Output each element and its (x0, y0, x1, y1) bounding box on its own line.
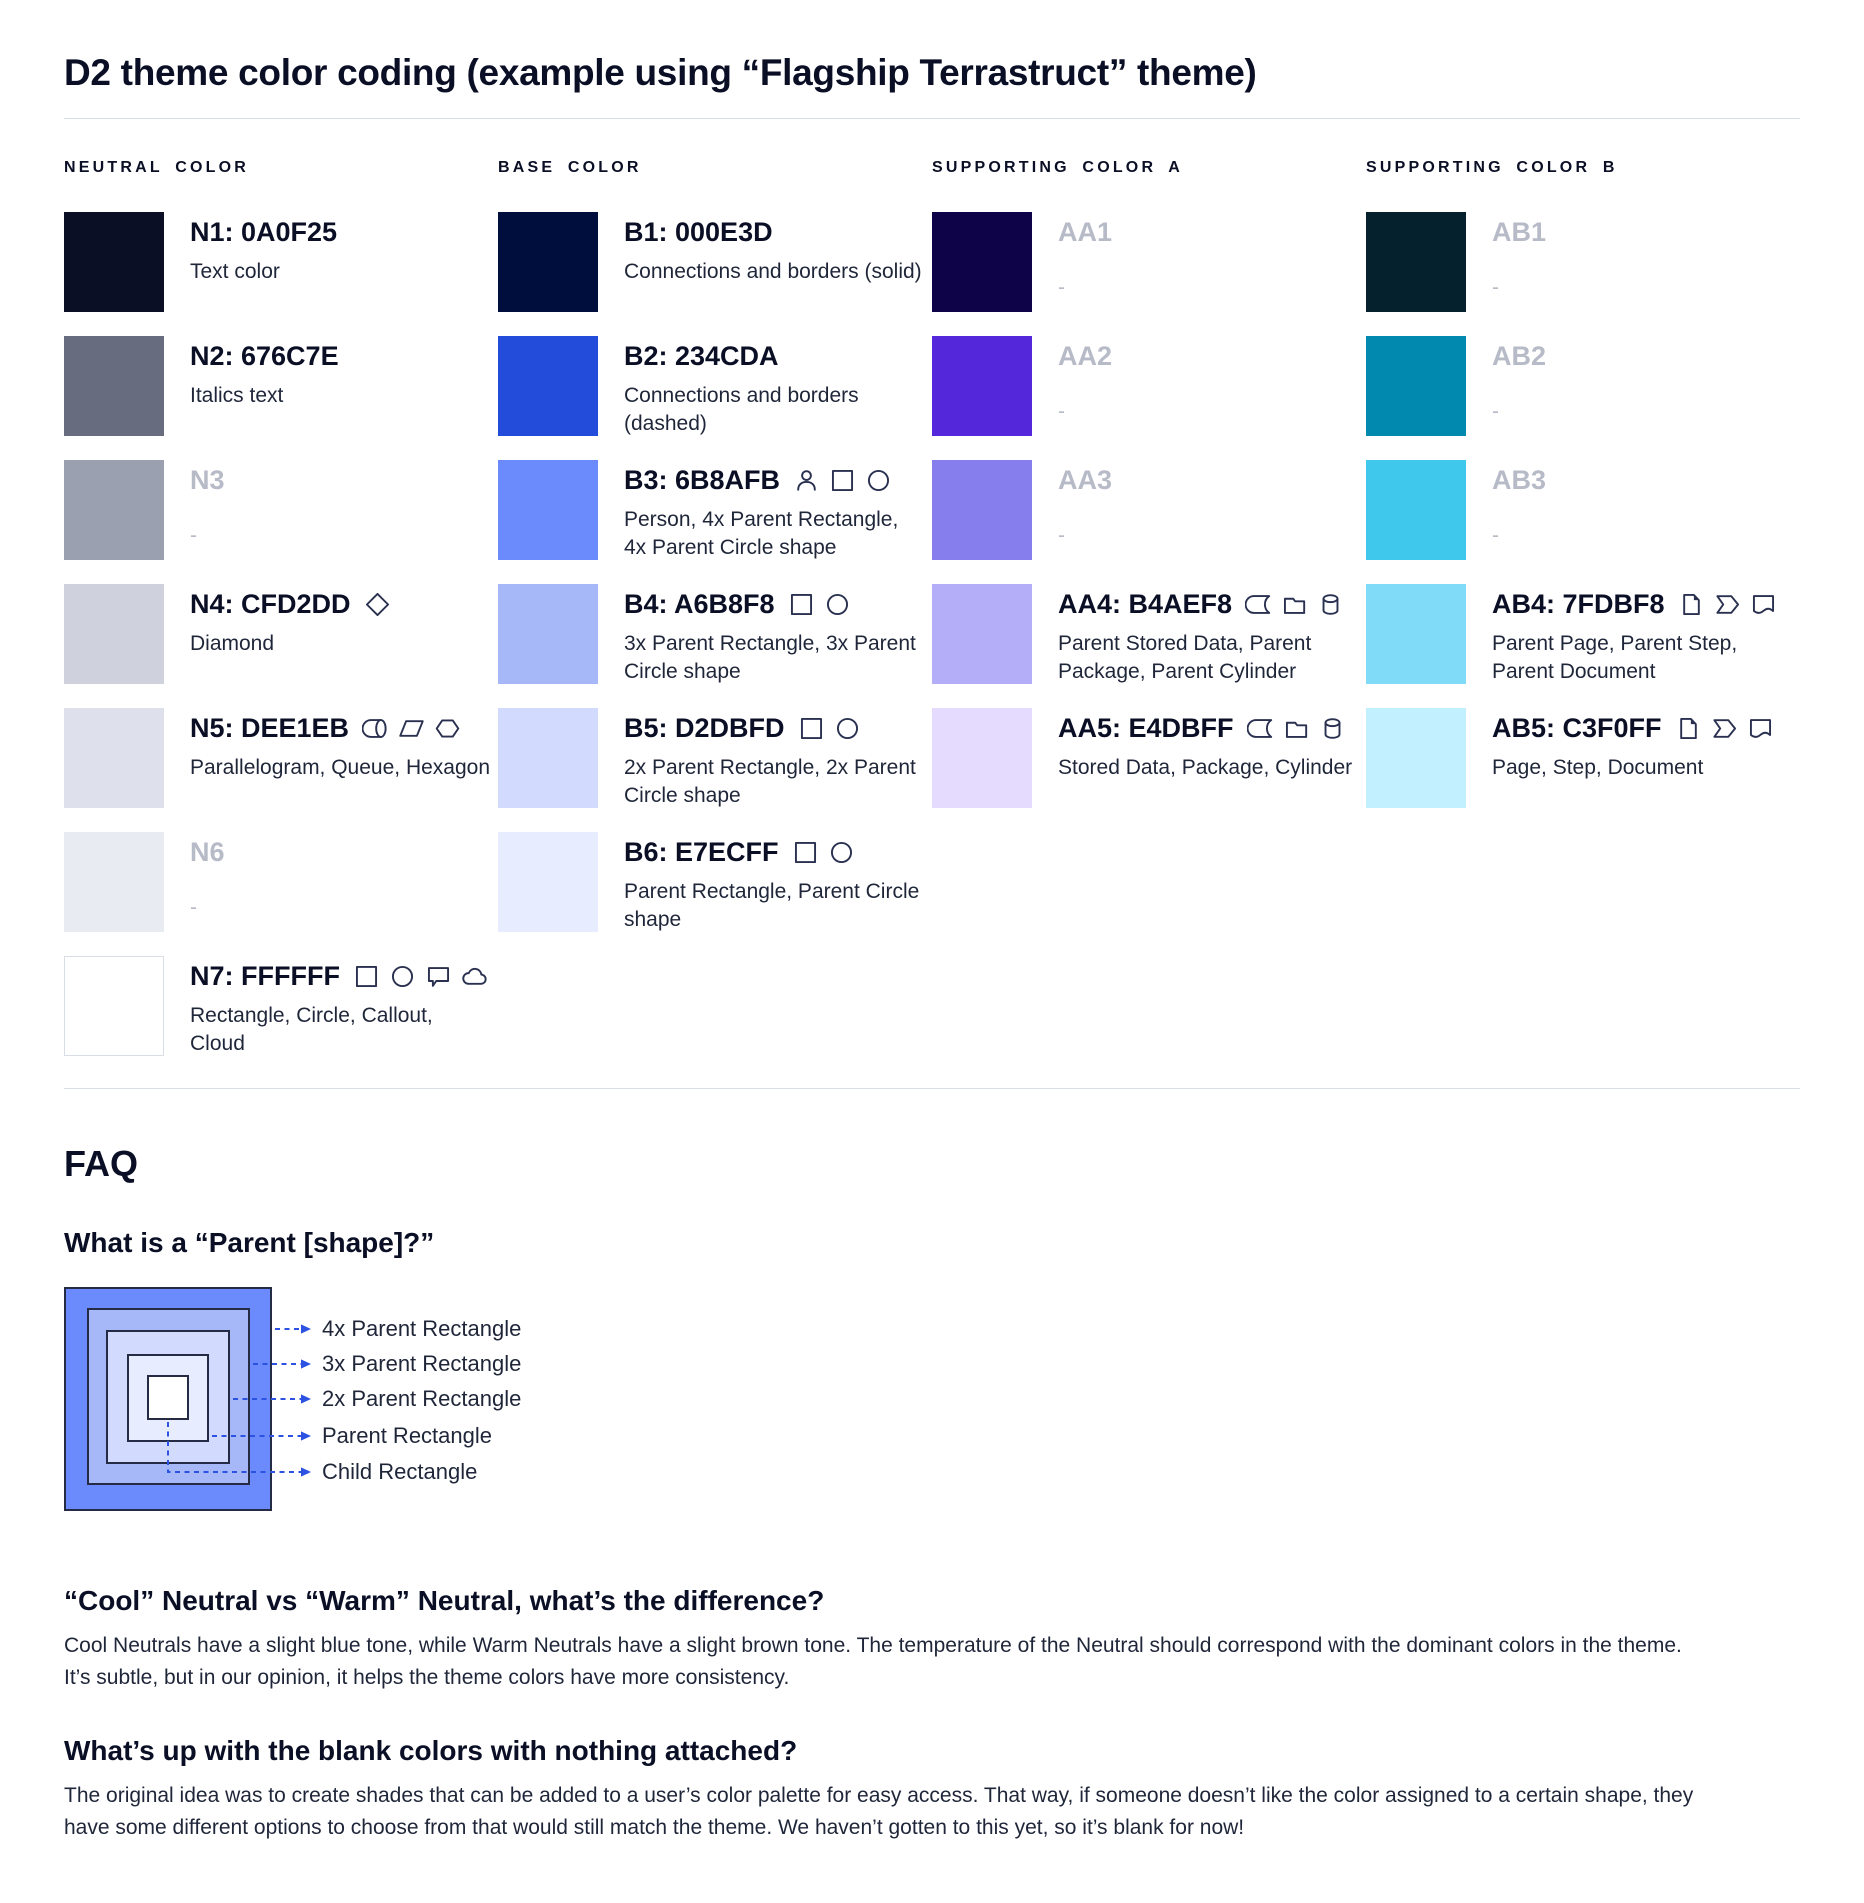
faq-title: FAQ (64, 1143, 139, 1184)
swatch-row-ab3 (1366, 460, 1800, 584)
color-code: AB5: C3F0FF (1492, 713, 1662, 743)
color-swatch (932, 708, 1032, 808)
color-description: - (1492, 524, 1499, 548)
color-swatch (64, 460, 164, 560)
shape-icons (1678, 591, 1777, 618)
color-description: - (1492, 400, 1499, 424)
color-swatch (1366, 460, 1466, 560)
color-code: AB4: 7FDBF8 (1492, 589, 1665, 619)
faq-answer-cool-vs-warm: Cool Neutrals have a slight blue tone, while Warm Neutrals have a slight brown tone. The temperature of the Neutral should correspond with the dominant colors in the theme. It’s subtle, but in our opinion, it helps the theme colors have more consistency. (64, 1634, 1682, 1689)
swatch-info (1058, 708, 1360, 782)
swatch-row-b5 (498, 708, 932, 832)
rectangle-icon (792, 839, 819, 866)
color-code: AA5: E4DBFF (1058, 713, 1234, 743)
column-header: SUPPORTING COLOR A (932, 159, 1184, 176)
diagram-label-2x-parent-rectangle: 2x Parent Rectangle (322, 1386, 522, 1411)
rectangle-icon (788, 591, 815, 618)
swatch-info (624, 212, 926, 286)
document-icon (1750, 591, 1777, 618)
swatch-row-b1 (498, 212, 932, 336)
document-icon (1747, 715, 1774, 742)
color-code: N7: FFFFFF (190, 961, 340, 991)
color-swatch (1366, 708, 1466, 808)
color-description: - (1058, 400, 1065, 424)
shape-icons (792, 839, 855, 866)
faq-answer-blank-colors: The original idea was to create shades that can be added to a user’s color palette for easy access. That way, if someone doesn’t like the color assigned to a certain shape, they have some different options to choose from that would still match the theme. We haven’t gotten to this yet, so it’s blank for now! (64, 1784, 1694, 1839)
circle-icon (389, 963, 416, 990)
rectangle-icon (829, 467, 856, 494)
page-icon (1678, 591, 1705, 618)
color-description: - (190, 524, 197, 548)
color-swatch (64, 212, 164, 312)
swatch-row-b2 (498, 336, 932, 460)
color-swatch (1366, 212, 1466, 312)
color-description: Parallelogram, Queue, Hexagon (190, 756, 491, 780)
color-code: AB1 (1492, 217, 1547, 247)
color-code: AA2 (1058, 341, 1113, 371)
swatch-info (1492, 212, 1794, 302)
swatch-row-ab1 (1366, 212, 1800, 336)
color-description: Parent Page, Parent Step, Parent Document (1492, 632, 1738, 683)
column-supporting-color-b (1366, 159, 1800, 1080)
shape-icons (1247, 715, 1346, 742)
column-header: NEUTRAL COLOR (64, 159, 249, 176)
shape-icons (353, 963, 488, 990)
color-description: 3x Parent Rectangle, 3x Parent Circle shape (624, 632, 916, 683)
color-code: B3: 6B8AFB (624, 465, 781, 495)
callout-icon (425, 963, 452, 990)
swatch-info (190, 460, 492, 550)
shape-icons (364, 591, 391, 618)
color-code: AA3 (1058, 465, 1113, 495)
color-code: N3 (190, 465, 225, 495)
cylinder-icon (1319, 715, 1346, 742)
circle-icon (828, 839, 855, 866)
shape-icons (1675, 715, 1774, 742)
circle-icon (824, 591, 851, 618)
color-swatch (64, 336, 164, 436)
color-swatch (932, 460, 1032, 560)
color-code: B5: D2DBFD (624, 713, 785, 743)
shape-icons (788, 591, 851, 618)
swatch-info (624, 336, 926, 437)
color-description: Text color (190, 260, 280, 284)
color-swatch (932, 336, 1032, 436)
color-code: B2: 234CDA (624, 341, 779, 371)
swatch-row-aa4 (932, 584, 1366, 708)
swatch-info (190, 708, 492, 782)
swatch-row-n1 (64, 212, 498, 336)
hexagon-icon (434, 715, 461, 742)
color-description: Connections and borders (dashed) (624, 384, 859, 435)
color-swatch (498, 460, 598, 560)
swatch-info (1492, 336, 1794, 426)
swatch-row-aa5 (932, 708, 1366, 832)
color-swatch (498, 212, 598, 312)
color-code: N4: CFD2DD (190, 589, 351, 619)
section-divider (64, 118, 1800, 119)
page-icon (1675, 715, 1702, 742)
column-header: BASE COLOR (498, 159, 642, 176)
color-swatch (498, 584, 598, 684)
diagram-label-parent-rectangle: Parent Rectangle (322, 1423, 492, 1448)
swatch-row-ab5 (1366, 708, 1800, 832)
color-description: - (190, 896, 197, 920)
step-icon (1714, 591, 1741, 618)
color-description: - (1492, 276, 1499, 300)
color-swatch (64, 584, 164, 684)
shape-icons (1245, 591, 1344, 618)
color-code: B6: E7ECFF (624, 837, 779, 867)
swatch-row-b3 (498, 460, 932, 584)
diagram-label-4x-parent-rectangle: 4x Parent Rectangle (322, 1316, 522, 1341)
color-code: AA1 (1058, 217, 1113, 247)
circle-icon (865, 467, 892, 494)
color-description: Diamond (190, 632, 275, 656)
swatch-info (1058, 584, 1360, 685)
diagram-label-3x-parent-rectangle: 3x Parent Rectangle (322, 1351, 522, 1376)
swatch-row-ab2 (1366, 336, 1800, 460)
swatch-info (624, 460, 926, 561)
color-code: B1: 000E3D (624, 217, 773, 247)
color-swatch (1366, 336, 1466, 436)
color-code: AB3 (1492, 465, 1547, 495)
shape-icons (793, 467, 892, 494)
column-entries (932, 212, 1366, 832)
rectangle-icon (798, 715, 825, 742)
swatch-row-n6 (64, 832, 498, 956)
diamond-icon (364, 591, 391, 618)
swatch-info (1058, 212, 1360, 302)
swatch-info (1492, 708, 1794, 782)
swatch-row-b4 (498, 584, 932, 708)
swatch-row-aa1 (932, 212, 1366, 336)
shape-icons (362, 715, 461, 742)
swatch-info (624, 832, 926, 933)
color-code: N1: 0A0F25 (190, 217, 338, 247)
swatch-row-aa3 (932, 460, 1366, 584)
color-swatch (932, 212, 1032, 312)
column-header: SUPPORTING COLOR B (1366, 159, 1618, 176)
swatch-info (1492, 584, 1794, 685)
color-swatch (498, 336, 598, 436)
swatch-info (624, 708, 926, 809)
faq-question-cool-vs-warm: “Cool” Neutral vs “Warm” Neutral, what’s the difference? (64, 1585, 825, 1616)
circle-icon (834, 715, 861, 742)
swatch-row-ab4 (1366, 584, 1800, 708)
swatch-info (190, 212, 492, 286)
color-code: AA4: B4AEF8 (1058, 589, 1233, 619)
swatch-row-n4 (64, 584, 498, 708)
color-description: Page, Step, Document (1492, 756, 1704, 780)
swatch-info (190, 584, 492, 658)
stored-data-icon (1245, 591, 1272, 618)
parallelogram-icon (398, 715, 425, 742)
swatch-info (1058, 336, 1360, 426)
color-description: Parent Stored Data, Parent Package, Parent Cylinder (1058, 632, 1312, 683)
swatch-info (190, 336, 492, 410)
diagram-label-child-rectangle: Child Rectangle (322, 1459, 478, 1484)
color-description: Italics text (190, 384, 284, 408)
color-description: - (1058, 524, 1065, 548)
swatch-info (1058, 460, 1360, 550)
package-icon (1281, 591, 1308, 618)
color-swatch (64, 832, 164, 932)
page-title: D2 theme color coding (example using “Flagship Terrastruct” theme) (64, 52, 1257, 93)
color-swatch (498, 832, 598, 932)
color-description: Rectangle, Circle, Callout, Cloud (190, 1004, 433, 1055)
color-swatch (498, 708, 598, 808)
color-palette (64, 159, 1800, 1080)
color-code: AB2 (1492, 341, 1547, 371)
swatch-info (190, 832, 492, 922)
color-swatch (1366, 584, 1466, 684)
swatch-row-n7 (64, 956, 498, 1080)
column-supporting-color-a (932, 159, 1366, 1080)
section-divider (64, 1088, 1800, 1089)
faq-question-parent-shape: What is a “Parent [shape]?” (64, 1227, 435, 1258)
faq-question-blank-colors: What’s up with the blank colors with nothing attached? (64, 1735, 798, 1766)
color-code: N2: 676C7E (190, 341, 339, 371)
swatch-info (624, 584, 926, 685)
color-description: 2x Parent Rectangle, 2x Parent Circle shape (624, 756, 916, 807)
column-base-color (498, 159, 932, 1080)
color-code: B4: A6B8F8 (624, 589, 775, 619)
color-code: N5: DEE1EB (190, 713, 350, 743)
color-description: Connections and borders (solid) (624, 260, 922, 284)
swatch-row-n2 (64, 336, 498, 460)
person-icon (793, 467, 820, 494)
child-rectangle-shape (147, 1375, 189, 1420)
cylinder-icon (1317, 591, 1344, 618)
color-swatch (64, 708, 164, 808)
cloud-icon (461, 963, 488, 990)
rectangle-icon (353, 963, 380, 990)
shape-icons (798, 715, 861, 742)
color-description: - (1058, 276, 1065, 300)
column-neutral-color (64, 159, 498, 1080)
color-code: N6 (190, 837, 225, 867)
color-description: Stored Data, Package, Cylinder (1058, 756, 1353, 780)
column-entries (498, 212, 932, 956)
column-entries (1366, 212, 1800, 832)
stored-data-icon (1247, 715, 1274, 742)
package-icon (1283, 715, 1310, 742)
swatch-row-n5 (64, 708, 498, 832)
swatch-row-n3 (64, 460, 498, 584)
color-swatch (64, 956, 164, 1056)
swatch-info (1492, 460, 1794, 550)
queue-icon (362, 715, 389, 742)
color-description: Parent Rectangle, Parent Circle shape (624, 880, 920, 931)
swatch-row-b6 (498, 832, 932, 956)
parent-shape-diagram (64, 1287, 704, 1543)
color-description: Person, 4x Parent Rectangle, 4x Parent Circle shape (624, 508, 899, 559)
swatch-row-aa2 (932, 336, 1366, 460)
step-icon (1711, 715, 1738, 742)
color-swatch (932, 584, 1032, 684)
column-entries (64, 212, 498, 1080)
swatch-info (190, 956, 492, 1057)
